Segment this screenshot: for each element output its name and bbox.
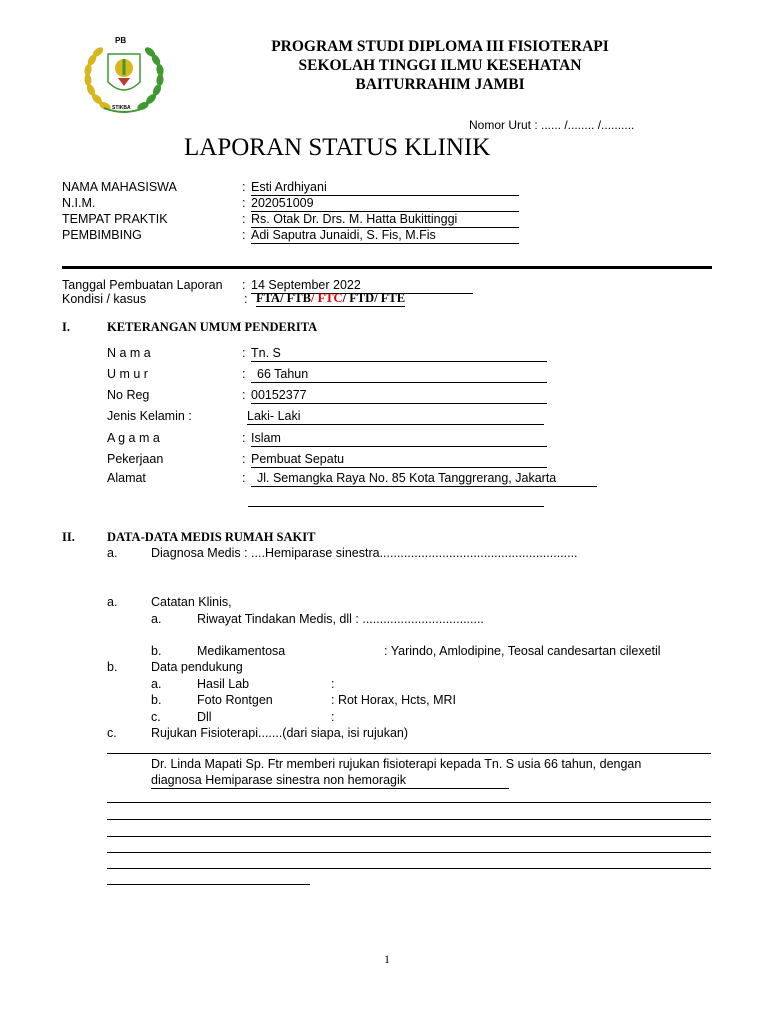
catatan-klinis: Catatan Klinis, — [151, 595, 232, 609]
colon: : — [242, 278, 246, 292]
rujukan-text-line-2: diagnosa Hemiparase sinestra non hemoragik — [151, 773, 509, 789]
catatan-letter: a. — [107, 595, 118, 609]
blank-line-4 — [107, 852, 711, 853]
foto-rontgen-label: Foto Rontgen — [197, 693, 273, 707]
rujukan-text-line-1: Dr. Linda Mapati Sp. Ftr memberi rujukan fisioterapi kepada Tn. S usia 66 tahun, dengan — [151, 757, 642, 771]
pasien-nama-value: Tn. S — [251, 346, 547, 362]
pembimbing-value: Adi Saputra Junaidi, S. Fis, M.Fis — [251, 228, 519, 244]
colon: : — [242, 180, 246, 194]
pasien-alamat-label: Alamat — [107, 471, 146, 485]
pasien-pekerjaan-value: Pembuat Sepatu — [251, 452, 547, 468]
alamat-extra-line — [248, 506, 544, 507]
rujukan-line-top — [107, 753, 711, 754]
tempat-praktik-label: TEMPAT PRAKTIK — [62, 212, 168, 226]
foto-rontgen-value: : Rot Horax, Hcts, MRI — [331, 693, 457, 707]
kondisi-options — [256, 291, 405, 307]
pembimbing-label: PEMBIMBING — [62, 228, 142, 242]
header-line-1: PROGRAM STUDI DIPLOMA III FISIOTERAPI — [271, 38, 609, 55]
pasien-jenis-kelamin-label: Jenis Kelamin : — [107, 409, 192, 423]
pasien-agama-label: A g a m a — [107, 431, 160, 445]
tempat-praktik-value: Rs. Otak Dr. Drs. M. Hatta Bukittinggi — [251, 212, 519, 228]
pasien-jenis-kelamin-value: Laki- Laki — [247, 409, 544, 425]
thick-divider — [62, 266, 712, 269]
hasil-lab-value: : — [331, 677, 335, 691]
header-line-2: SEKOLAH TINGGI ILMU KESEHATAN — [298, 57, 582, 74]
nim-value: 202051009 — [251, 196, 519, 212]
colon: : — [242, 212, 246, 226]
nama-mahasiswa-value: Esti Ardhiyani — [251, 180, 519, 196]
blank-line-5 — [107, 868, 711, 869]
section-1-title: KETERANGAN UMUM PENDERITA — [107, 320, 318, 334]
pasien-pekerjaan-label: Pekerjaan — [107, 452, 164, 466]
nomor-urut: Nomor Urut : ...... /........ /.......... — [469, 118, 635, 132]
medikamentosa-letter: b. — [151, 644, 162, 658]
colon: : — [242, 471, 246, 485]
kondisi-option-selected: / FTC — [310, 291, 343, 305]
colon: : — [242, 196, 246, 210]
colon: : — [242, 431, 246, 445]
dll-value: : — [331, 710, 335, 724]
logo-top-text: PB — [115, 36, 127, 45]
logo-bottom-text: STIKBA — [112, 105, 131, 111]
pasien-nama-label: N a m a — [107, 346, 151, 360]
rujukan-letter: c. — [107, 726, 117, 740]
colon: : — [244, 292, 248, 306]
institution-logo — [78, 32, 170, 118]
data-pendukung: Data pendukung — [151, 660, 243, 674]
colon: : — [242, 367, 246, 381]
diagnosa-medis: Diagnosa Medis : ....Hemiparase sinestra......................................................... — [151, 546, 578, 560]
pasien-umur-value: 66 Tahun — [251, 367, 547, 383]
blank-line-1 — [107, 802, 711, 803]
pasien-noreg-value: 00152377 — [251, 388, 547, 404]
nim-label: N.I.M. — [62, 196, 96, 210]
colon: : — [242, 228, 246, 242]
hasil-lab-label: Hasil Lab — [197, 677, 250, 691]
pasien-alamat-value: Jl. Semangka Raya No. 85 Kota Tanggrerang, Jakarta — [251, 471, 597, 487]
blank-line-6 — [107, 884, 310, 885]
tanggal-label: Tanggal Pembuatan Laporan — [62, 278, 223, 292]
page-title: LAPORAN STATUS KLINIK — [184, 134, 491, 161]
medikamentosa-value: : Yarindo, Amlodipine, Teosal candesartan cilexetil — [384, 644, 661, 658]
riwayat-letter: a. — [151, 612, 162, 626]
colon: : — [242, 346, 246, 360]
kondisi-option-de: / FTD/ FTE — [342, 291, 406, 305]
rujukan-fisioterapi: Rujukan Fisioterapi.......(dari siapa, isi rujukan) — [151, 726, 409, 740]
pasien-noreg-label: No Reg — [107, 388, 150, 402]
riwayat-tindakan: Riwayat Tindakan Medis, dll : ................................... — [197, 612, 484, 626]
hasil-lab-letter: a. — [151, 677, 162, 691]
blank-line-2 — [107, 819, 711, 820]
dll-letter: c. — [151, 710, 161, 724]
diagnosa-letter: a. — [107, 546, 118, 560]
foto-rontgen-letter: b. — [151, 693, 162, 707]
section-2-number: II. — [62, 530, 75, 544]
pasien-umur-label: U m u r — [107, 367, 148, 381]
dll-label: Dll — [197, 710, 212, 724]
pendukung-letter: b. — [107, 660, 118, 674]
nama-mahasiswa-label: NAMA MAHASISWA — [62, 180, 177, 194]
kondisi-option-ab: FTA/ FTB — [256, 291, 311, 305]
tanggal-value: 14 September 2022 — [251, 278, 473, 294]
medikamentosa-label: Medikamentosa — [197, 644, 286, 658]
pasien-agama-value: Islam — [251, 431, 547, 447]
header-line-3: BAITURRAHIM JAMBI — [355, 76, 525, 93]
kondisi-label: Kondisi / kasus — [62, 292, 147, 306]
section-1-number: I. — [62, 320, 70, 334]
section-2-title: DATA-DATA MEDIS RUMAH SAKIT — [107, 530, 316, 544]
colon: : — [242, 388, 246, 402]
colon: : — [242, 452, 246, 466]
blank-line-3 — [107, 836, 711, 837]
page-number: 1 — [384, 952, 390, 966]
